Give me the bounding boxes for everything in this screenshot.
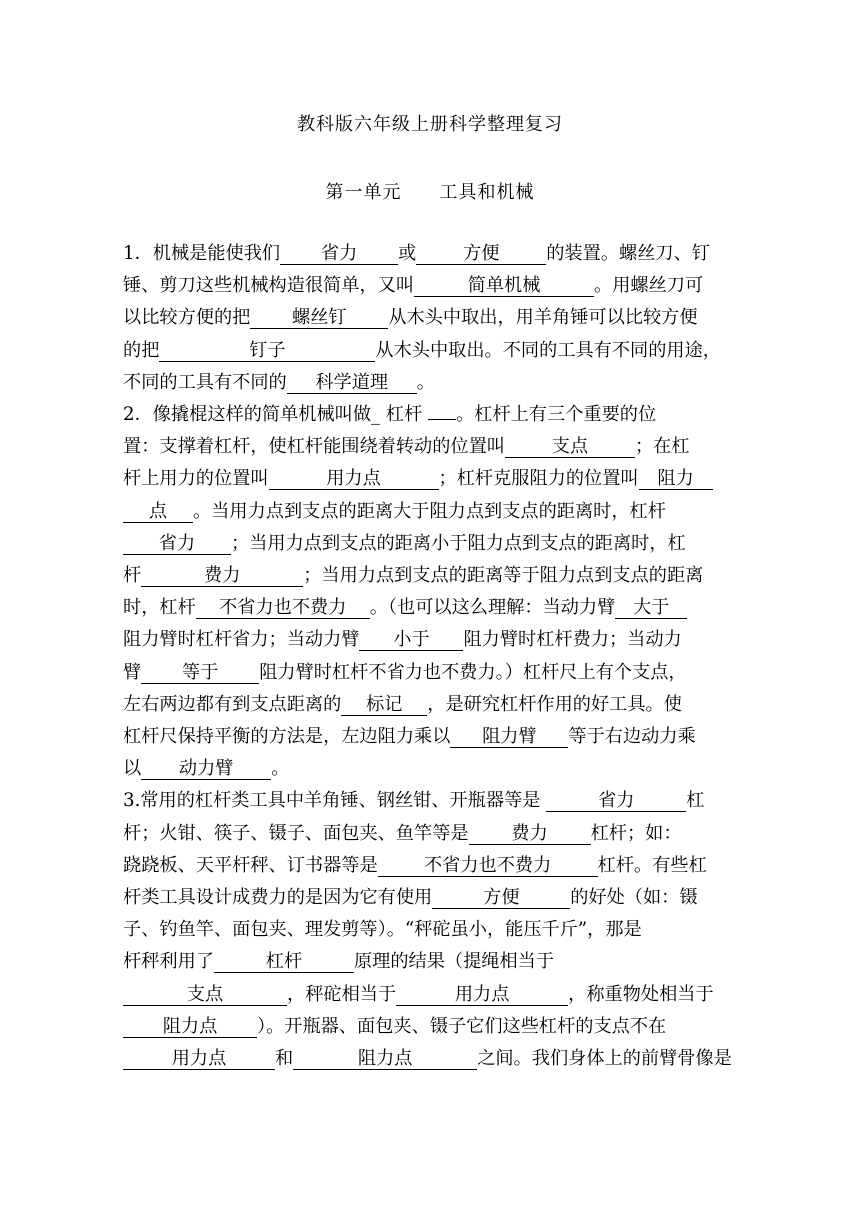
text-run: ；当用力点到支点的距离小于阻力点到支点的距离时，杠 [231, 532, 686, 554]
answer-blank: 等于 [141, 662, 259, 684]
text-line [123, 918, 642, 942]
text-line [123, 886, 698, 910]
answer-blank: 标记 [341, 694, 427, 716]
text-run: ，秤砣相当于 [287, 983, 397, 1005]
answer-blank: 支点 [123, 984, 287, 1006]
text-line [123, 596, 687, 620]
text-line [123, 1015, 666, 1039]
text-line [123, 274, 703, 298]
answer-blank: 用力点 [123, 1048, 275, 1070]
text-line [123, 435, 690, 459]
answer-blank: 用力点 [269, 468, 439, 490]
text-run: 和 [275, 1048, 294, 1069]
answer-blank: 阻力臂 [450, 726, 568, 748]
answer-blank: 方便 [432, 887, 570, 909]
text-run: 从木头中取出。不同的工具有不同的用途， [375, 339, 721, 361]
answer-blank: 省力 [546, 790, 686, 812]
text-run: 杠 [686, 790, 705, 812]
answer-blank: 不省力也不费力 [378, 855, 598, 877]
text-run: ，称重物处相当于 [568, 983, 714, 1005]
text-run: 杠杆；如： [590, 822, 682, 844]
text-run: 阻力臂时杠杆费力；当动力 [463, 629, 682, 651]
text-line [123, 564, 703, 588]
text-run: 杆类工具设计成费力的是因为它有使用 [123, 887, 433, 908]
answer-blank: 阻力 [639, 468, 713, 490]
answer-blank: 省力 [280, 243, 398, 265]
text-line [123, 822, 682, 846]
text-run: 。 [416, 371, 435, 393]
document-title: 教科版六年级上册科学整理复习 [297, 114, 563, 135]
answer-blank: 费力 [141, 565, 303, 587]
answer-blank [428, 419, 456, 420]
text-line [123, 693, 682, 717]
text-run: 杠杆 [380, 404, 429, 425]
text-run: 的装置。螺丝刀、钉 [546, 243, 710, 264]
answer-blank: 大于 [615, 597, 687, 619]
text-run: 杆；火钳、筷子、镊子、面包夹、鱼竿等是 [123, 822, 469, 844]
answer-blank: 螺丝钉 [250, 307, 388, 329]
text-line [123, 242, 710, 266]
answer-blank: 支点 [505, 436, 635, 458]
text-run: 杆上用力的位置叫 [123, 468, 269, 490]
text-run: 。（也可以这么理解：当动力臂 [369, 597, 616, 619]
text-line [123, 789, 704, 813]
text-line [123, 661, 687, 685]
unit-title: 第一单元 工具和机械 [325, 182, 535, 203]
text-run: 1．机械是能使我们 [123, 243, 281, 264]
answer-blank: 科学道理 [287, 372, 417, 394]
answer-blank: 省力 [123, 533, 231, 555]
text-run: 臂 [123, 661, 142, 683]
text-run: 杆秤利用了 [123, 951, 214, 973]
text-run: 以 [123, 758, 142, 780]
text-run: 时，杠杆 [123, 597, 196, 619]
text-run: 等于右边动力乘 [568, 726, 696, 747]
text-line [123, 628, 682, 652]
answer-blank: 杠杆 [214, 951, 354, 973]
answer-blank: 简单机械 [414, 275, 594, 297]
answer-blank: 动力臂 [141, 758, 271, 780]
answer-blank: 用力点 [396, 984, 568, 1006]
text-run: 原理的结果（提绳相当于 [353, 951, 555, 973]
text-run: 子、钓鱼竿、面包夹、理发剪等）。“秤砣虽小，能压千斤”，那是 [123, 919, 642, 941]
text-run: 的好处（如：镊 [570, 887, 698, 908]
text-run: 左右两边都有到支点距离的 [123, 693, 342, 715]
text-run: 置：支撑着杠杆，使杠杆能围绕着转动的位置叫 [123, 436, 505, 458]
text-run: 之间。我们身体上的前臂骨像是 [477, 1048, 732, 1069]
text-run: ）。开瓶器、面包夹、镊子它们这些杠杆的支点不在 [257, 1015, 667, 1037]
text-line [123, 403, 656, 427]
text-line [123, 532, 686, 556]
text-run: 2．像撬棍这样的简单机械叫做_ [123, 404, 381, 425]
text-run: 阻力臂时杠杆不省力也不费力。）杠杆尺上有个支点， [259, 661, 687, 683]
text-run: 锤、剪刀这些机械构造很简单，又叫 [123, 275, 415, 297]
text-run: 杠杆。有些杠 [597, 854, 707, 876]
text-run: 从木头中取出，用羊角锤可以比较方便 [388, 307, 698, 329]
text-run: 不同的工具有不同的 [123, 371, 287, 393]
text-run: 杆 [123, 565, 142, 586]
text-run: 阻力臂时杠杆省力；当动力臂 [123, 629, 360, 651]
text-run: ，是研究杠杆作用的好工具。使 [427, 693, 682, 715]
text-run: 。 [271, 758, 290, 780]
text-line [123, 306, 698, 330]
text-line [123, 950, 554, 974]
text-run: 3.常用的杠杆类工具中羊角锤、钢丝钳、开瓶器等是 [123, 790, 547, 812]
answer-blank: 小于 [359, 629, 463, 651]
text-line [123, 371, 435, 395]
text-run: 以比较方便的把 [123, 307, 251, 329]
text-line [123, 757, 289, 781]
text-run: 的把 [123, 339, 160, 361]
text-line [123, 983, 714, 1007]
text-line [123, 725, 696, 749]
text-line [123, 467, 713, 491]
text-line [123, 854, 707, 878]
text-run: 。用螺丝刀可 [594, 275, 704, 297]
answer-blank: 点 [123, 501, 193, 523]
answer-blank: 方便 [416, 243, 546, 265]
answer-blank: 阻力点 [293, 1048, 477, 1070]
text-run: ；当用力点到支点的距离等于阻力点到支点的距离 [303, 565, 704, 586]
answer-blank: 费力 [469, 823, 591, 845]
answer-blank: 不省力也不费力 [196, 597, 370, 619]
text-run: 。杠杆上有三个重要的位 [456, 404, 657, 425]
text-run: 杠杆尺保持平衡的方法是，左边阻力乘以 [123, 726, 451, 747]
text-run: 跷跷板、天平杆秤、订书器等是 [123, 854, 378, 876]
text-run: 。当用力点到支点的距离大于阻力点到支点的距离时，杠杆 [193, 500, 666, 522]
text-run: ；杠杆克服阻力的位置叫 [438, 468, 639, 490]
text-line [123, 500, 666, 524]
text-run: ；在杠 [634, 436, 690, 458]
answer-blank: 阻力点 [123, 1016, 257, 1038]
text-run: 或 [398, 243, 417, 264]
text-line [123, 339, 721, 363]
text-line [123, 1047, 732, 1071]
answer-blank: 钉子 [159, 340, 375, 362]
